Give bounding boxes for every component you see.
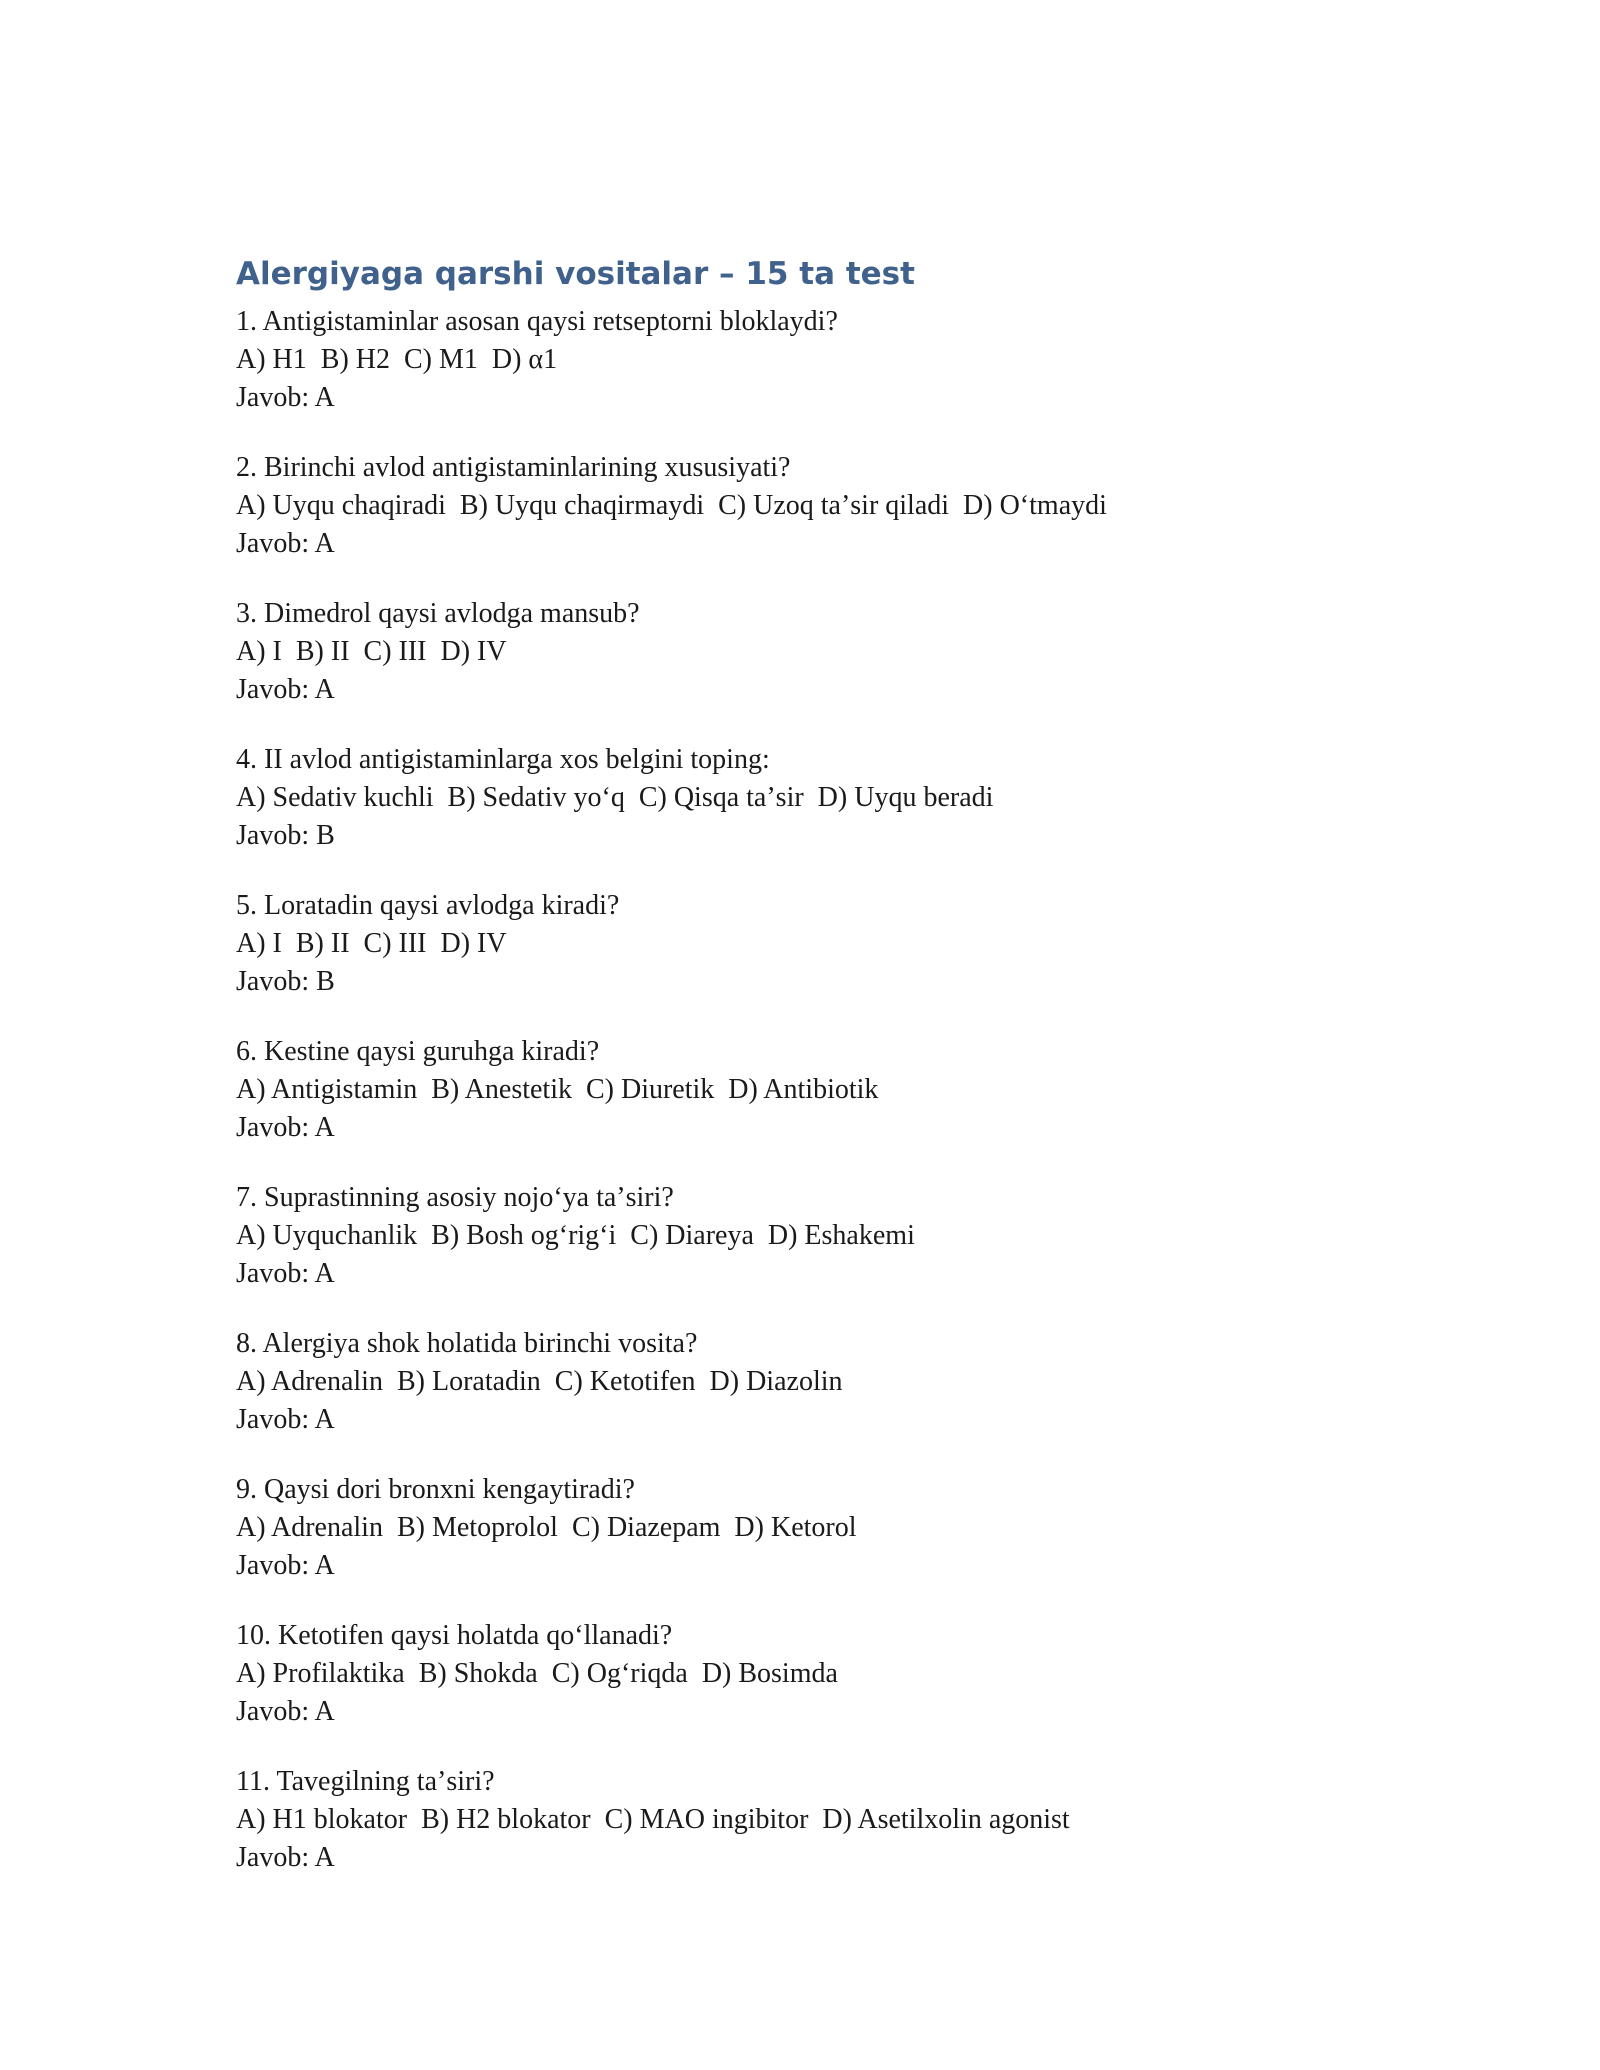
document-title: Alergiyaga qarshi vositalar – 15 ta test [236, 256, 915, 292]
answer-key: Javob: A [236, 1550, 335, 1581]
answer-options: A) Uyqu chaqiradi B) Uyqu chaqirmaydi C) Uzoq taʼsir qiladi D) Oʻtmaydi [236, 490, 1107, 521]
answer-options: A) H1 blokator B) H2 blokator C) MAO ingibitor D) Asetilxolin agonist [236, 1804, 1070, 1835]
document-body [236, 248, 1396, 1909]
answer-options: A) Sedativ kuchli B) Sedativ yoʻq C) Qisqa taʼsir D) Uyqu beradi [236, 782, 994, 813]
question-block [236, 741, 1396, 855]
answer-options: A) I B) II C) III D) IV [236, 928, 507, 959]
question-text: 4. II avlod antigistaminlarga xos belgini toping: [236, 744, 770, 775]
answer-options: A) Antigistamin B) Anestetik C) Diuretik D) Antibiotik [236, 1074, 879, 1105]
question-text: 11. Tavegilning taʼsiri? [236, 1766, 495, 1797]
answer-options: A) I B) II C) III D) IV [236, 636, 507, 667]
answer-key: Javob: B [236, 966, 335, 997]
question-block [236, 1763, 1396, 1877]
question-text: 8. Alergiya shok holatida birinchi vosita? [236, 1328, 698, 1359]
answer-key: Javob: A [236, 382, 335, 413]
answer-options: A) Profilaktika B) Shokda C) Ogʻriqda D) Bosimda [236, 1658, 838, 1689]
answer-options: A) H1 B) H2 C) M1 D) α1 [236, 344, 558, 375]
question-text: 2. Birinchi avlod antigistaminlarining xususiyati? [236, 452, 791, 483]
question-text: 5. Loratadin qaysi avlodga kiradi? [236, 890, 620, 921]
answer-key: Javob: A [236, 674, 335, 705]
question-text: 10. Ketotifen qaysi holatda qoʻllanadi? [236, 1620, 673, 1651]
answer-options: A) Adrenalin B) Loratadin C) Ketotifen D) Diazolin [236, 1366, 843, 1397]
answer-options: A) Adrenalin B) Metoprolol C) Diazepam D) Ketorol [236, 1512, 857, 1543]
answer-key: Javob: A [236, 1842, 335, 1873]
answer-key: Javob: A [236, 1696, 335, 1727]
answer-key: Javob: A [236, 1258, 335, 1289]
question-block [236, 887, 1396, 1001]
question-block [236, 303, 1396, 417]
answer-key: Javob: A [236, 1112, 335, 1143]
question-block [236, 449, 1396, 563]
question-block [236, 1033, 1396, 1147]
question-text: 3. Dimedrol qaysi avlodga mansub? [236, 598, 640, 629]
question-list [236, 303, 1396, 1877]
question-block [236, 1325, 1396, 1439]
answer-options: A) Uyquchanlik B) Bosh ogʻrigʻi C) Diareya D) Eshakemi [236, 1220, 915, 1251]
question-block [236, 1471, 1396, 1585]
question-text: 6. Kestine qaysi guruhga kiradi? [236, 1036, 600, 1067]
question-text: 7. Suprastinning asosiy nojoʻya taʼsiri? [236, 1182, 674, 1213]
answer-key: Javob: A [236, 528, 335, 559]
answer-key: Javob: A [236, 1404, 335, 1435]
question-block [236, 1179, 1396, 1293]
question-text: 1. Antigistaminlar asosan qaysi retseptorni bloklaydi? [236, 306, 838, 337]
answer-key: Javob: B [236, 820, 335, 851]
question-text: 9. Qaysi dori bronxni kengaytiradi? [236, 1474, 635, 1505]
question-block [236, 1617, 1396, 1731]
question-block [236, 595, 1396, 709]
